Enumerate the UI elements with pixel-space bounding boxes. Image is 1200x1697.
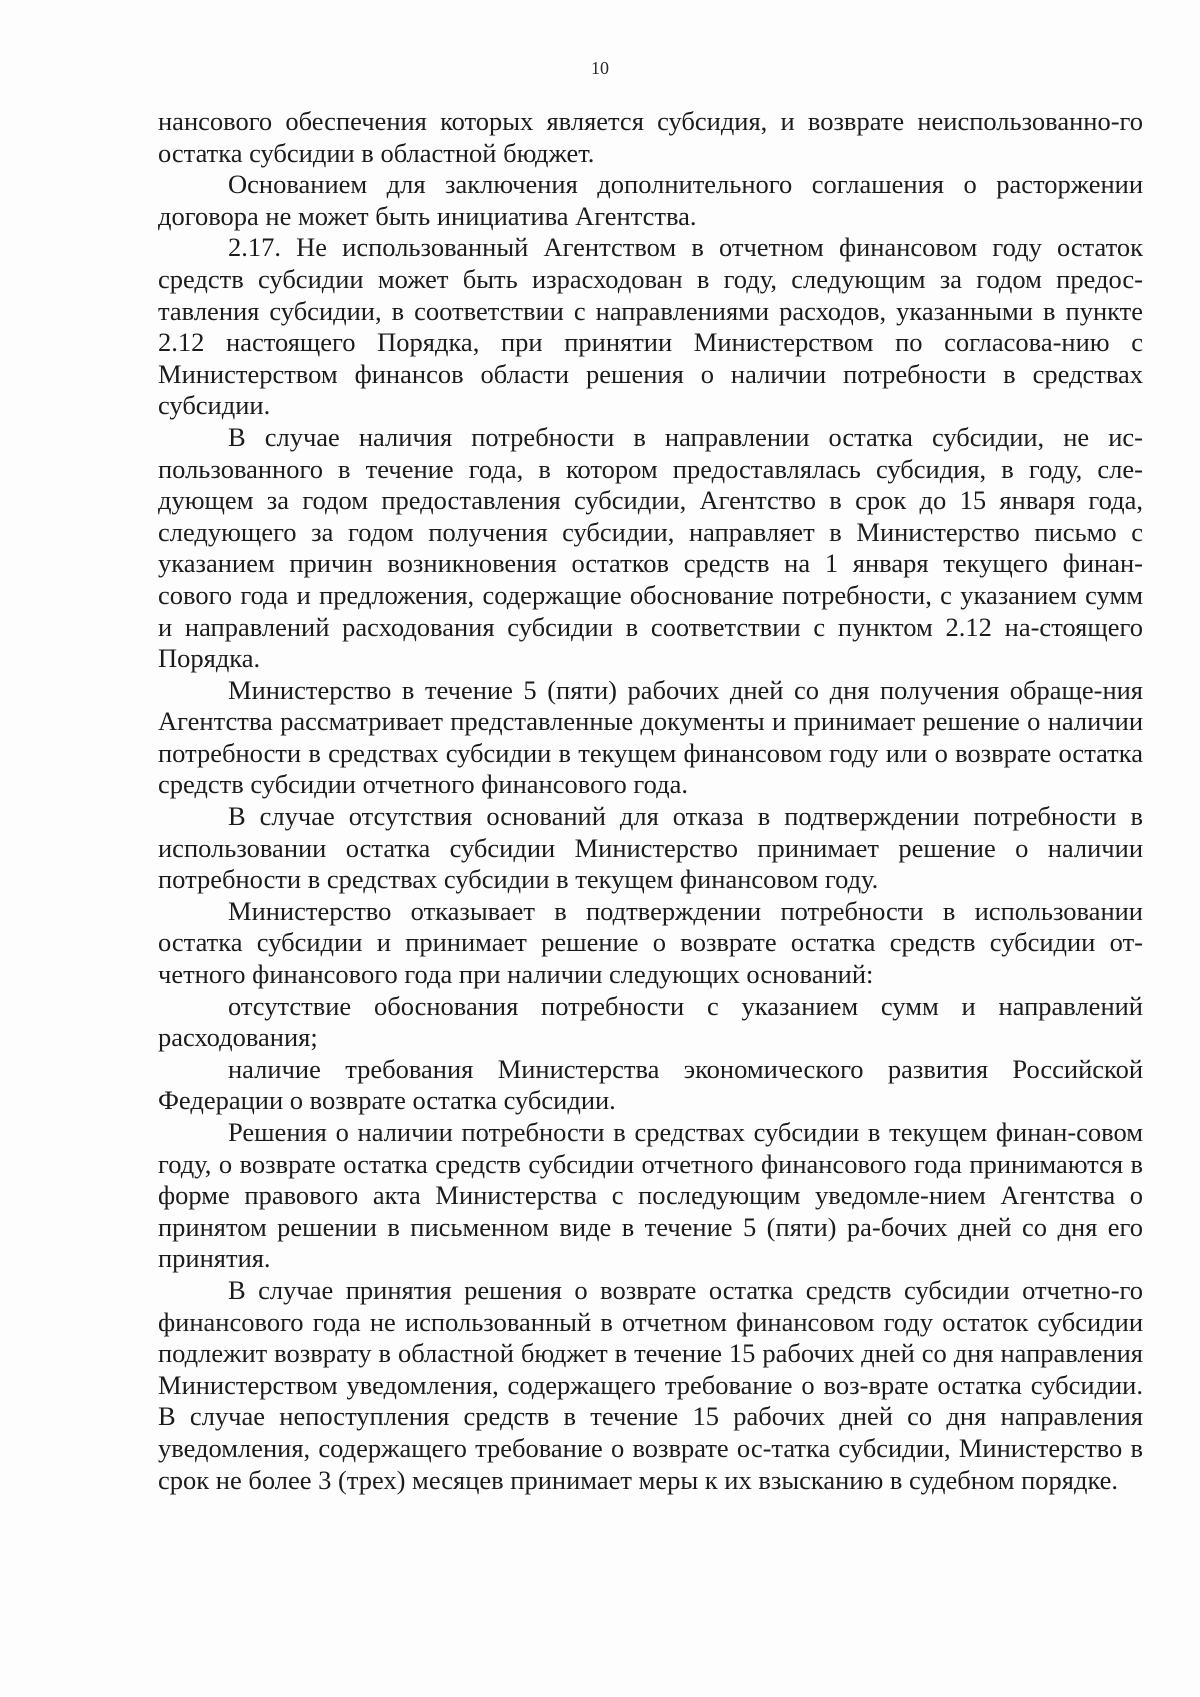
document-body bbox=[158, 106, 1143, 1496]
paragraph-clause-2-17: 2.17. Не использованный Агентством в отчетном финансовом году остаток средств субсидии может быть израсходован в году, следующим за годом предос-тавления субсидии, в соответствии с направлениями расходов, указанными в пункте 2.12 настоящего Порядка, при принятии Министерством по согласова-нию с Министерством финансов области решения о наличии потребности в средствах субсидии. bbox=[158, 232, 1143, 421]
paragraph-ground-no-justification: отсутствие обоснования потребности с указанием сумм и направлений расходования; bbox=[158, 990, 1143, 1053]
paragraph-continuation: нансового обеспечения которых является субсидия, и возврате неиспользованно-го остатка субсидии в областной бюджет. bbox=[158, 106, 1143, 168]
paragraph-remainder-need: В случае наличия потребности в направлении остатка субсидии, не ис-пользованного в течение года, в котором предоставлялась субсидия, в году, сле-дующем за годом предоставления субсидии, Агентство в срок до 15 января года, следующего за годом получения субсидии, направляет в Министерство письмо с указанием причин возникновения остатков средств на 1 января текущего финан-сового года и предложения, содержащие обоснование потребности, с указанием сумм и направлений расходования субсидии в соответствии с пунктом 2.12 на-стоящего Порядка. bbox=[158, 421, 1143, 674]
paragraph-refusal-grounds: Министерство отказывает в подтверждении потребности в использовании остатка субсидии и принимает решение о возврате остатка средств субсидии от-четного финансового года при наличии следующих оснований: bbox=[158, 895, 1143, 990]
paragraph-no-refusal-grounds: В случае отсутствия оснований для отказа в подтверждении потребности в использовании остатка субсидии Министерство принимает решение о наличии потребности в средствах субсидии в текущем финансовом году. bbox=[158, 801, 1143, 895]
paragraph-return-procedure: В случае принятия решения о возврате остатка средств субсидии отчетно-го финансового года не использованный в отчетном финансовом году остаток субсидии подлежит возврату в областной бюджет в течение 15 рабочих дней со дня направления Министерством уведомления, содержащего требование о воз-врате остатка субсидии. В случае непоступления средств в течение 15 рабочих дней со дня направления уведомления, содержащего требование о возврате ос-татка субсидии, Министерство в срок не более 3 (трех) месяцев принимает меры к их взысканию в судебном порядке. bbox=[158, 1274, 1143, 1495]
page-number: 10 bbox=[591, 58, 609, 78]
paragraph-ministry-review: Министерство в течение 5 (пяти) рабочих дней со дня получения обраще-ния Агентства рассматривает представленные документы и принимает решение о наличии потребности в средствах субсидии в текущем финансовом году или о возврате остатка средств субсидии отчетного финансового года. bbox=[158, 674, 1143, 800]
paragraph-termination-basis: Основанием для заключения дополнительного соглашения о расторжении договора не может быть инициатива Агентства. bbox=[158, 169, 1143, 231]
paragraph-decision-form: Решения о наличии потребности в средствах субсидии в текущем финан-совом году, о возврате остатка средств субсидии отчетного финансового года принимаются в форме правового акта Министерства с последующим уведомле-нием Агентства о принятом решении в письменном виде в течение 5 (пяти) ра-бочих дней со дня его принятия. bbox=[158, 1117, 1143, 1274]
paragraph-ground-federal-requirement: наличие требования Министерства экономического развития Российской Федерации о возврате остатка субсидии. bbox=[158, 1053, 1143, 1116]
